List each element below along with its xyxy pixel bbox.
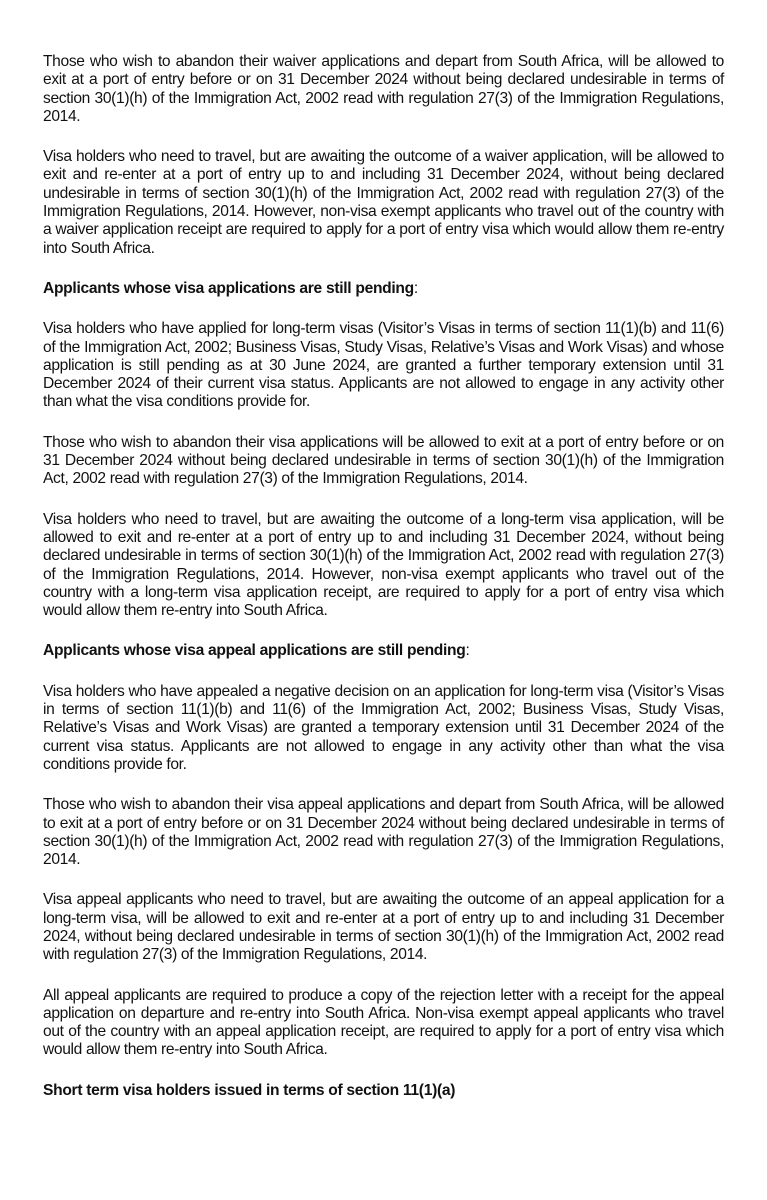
heading-visa-applications-pending: [43, 280, 724, 298]
heading-colon: :: [465, 642, 470, 660]
paragraph-travel-long-term: Visa holders who need to travel, but are awaiting the outcome of a long-term visa application, will be allowed to exit and re-enter at a port of entry up to and including 31 December 2024, without being declared undesirable in terms of section 30(1)(h) of the Immigration Act, 2002 read with regulation 27(3) of the Immigration Regulations, 2014. However, non-visa exempt applicants who travel out of the country with a long-term visa application receipt, are required to apply for a port of entry visa which would allow them re-entry into South Africa.: [43, 510, 724, 620]
heading-appeal-applications-pending: [43, 642, 724, 660]
paragraph-abandon-waiver: Those who wish to abandon their waiver applications and depart from South Africa, will be allowed to exit at a port of entry before or on 31 December 2024 without being declared undesirable in terms of section 30(1)(h) of the Immigration Act, 2002 read with regulation 27(3) of the Immigration Regulations, 2014.: [43, 53, 724, 125]
paragraph-appeal-extension: Visa holders who have appealed a negative decision on an application for long-term visa (Visitor’s Visas in terms of section 11(1)(b) and 11(6) of the Immigration Act, 2002; Business Visas, Study Visas, Relative’s Visas and Work Visas) are granted a temporary extension until 31 December 2024 of the current visa status. Applicants are not allowed to engage in any activity other than what the visa conditions provide for.: [43, 682, 724, 773]
paragraph-abandon-visa-applications: Those who wish to abandon their visa applications will be allowed to exit at a port of entry before or on 31 December 2024 without being declared undesirable in terms of section 30(1)(h) of the Immigration Act, 2002 read with regulation 27(3) of the Immigration Regulations, 2014.: [43, 433, 724, 488]
paragraph-appeal-documents: All appeal applicants are required to produce a copy of the rejection letter with a receipt for the appeal application on departure and re-entry into South Africa. Non-visa exempt appeal applicants who travel out of the country with an appeal application receipt, are required to apply for a port of entry visa which would allow them re-entry into South Africa.: [43, 986, 724, 1059]
paragraph-travel-appeal: Visa appeal applicants who need to travel, but are awaiting the outcome of an appeal application for a long-term visa, will be allowed to exit and re-enter at a port of entry up to and including 31 December 2024, without being declared undesirable in terms of section 30(1)(h) of the Immigration Act, 2002 read with regulation 27(3) of the Immigration Regulations, 2014.: [43, 891, 724, 964]
heading-short-term-visa-holders: [43, 1082, 724, 1100]
paragraph-travel-waiver: Visa holders who need to travel, but are awaiting the outcome of a waiver application, will be allowed to exit and re-enter at a port of entry up to and including 31 December 2024, without being declared undesirable in terms of section 30(1)(h) of the Immigration Act, 2002 read with regulation 27(3) of the Immigration Regulations, 2014. However, non-visa exempt applicants who travel out of the country with a waiver application receipt are required to apply for a port of entry visa which would allow them re-entry into South Africa.: [43, 148, 724, 257]
heading-text: Short term visa holders issued in terms of section 11(1)(a): [43, 1081, 456, 1099]
paragraph-long-term-extension: Visa holders who have applied for long-term visas (Visitor’s Visas in terms of section 11(1)(b) and 11(6) of the Immigration Act, 2002; Business Visas, Study Visas, Relative’s Visas and Work Visas) and whose application is still pending as at 30 June 2024, are granted a further temporary extension until 31 December 2024 of their current visa status. Applicants are not allowed to engage in any activity other than what the visa conditions provide for.: [43, 320, 724, 411]
heading-colon: :: [413, 279, 418, 297]
heading-text: Applicants whose visa applications are still pending: [43, 279, 414, 297]
heading-text: Applicants whose visa appeal applications are still pending: [43, 642, 466, 660]
document-page: [43, 53, 724, 1122]
paragraph-abandon-appeal: Those who wish to abandon their visa appeal applications and depart from South Africa, will be allowed to exit at a port of entry before or on 31 December 2024 without being declared undesirable in terms of section 30(1)(h) of the Immigration Act, 2002 read with regulation 27(3) of the Immigration Regulations, 2014.: [43, 796, 724, 869]
